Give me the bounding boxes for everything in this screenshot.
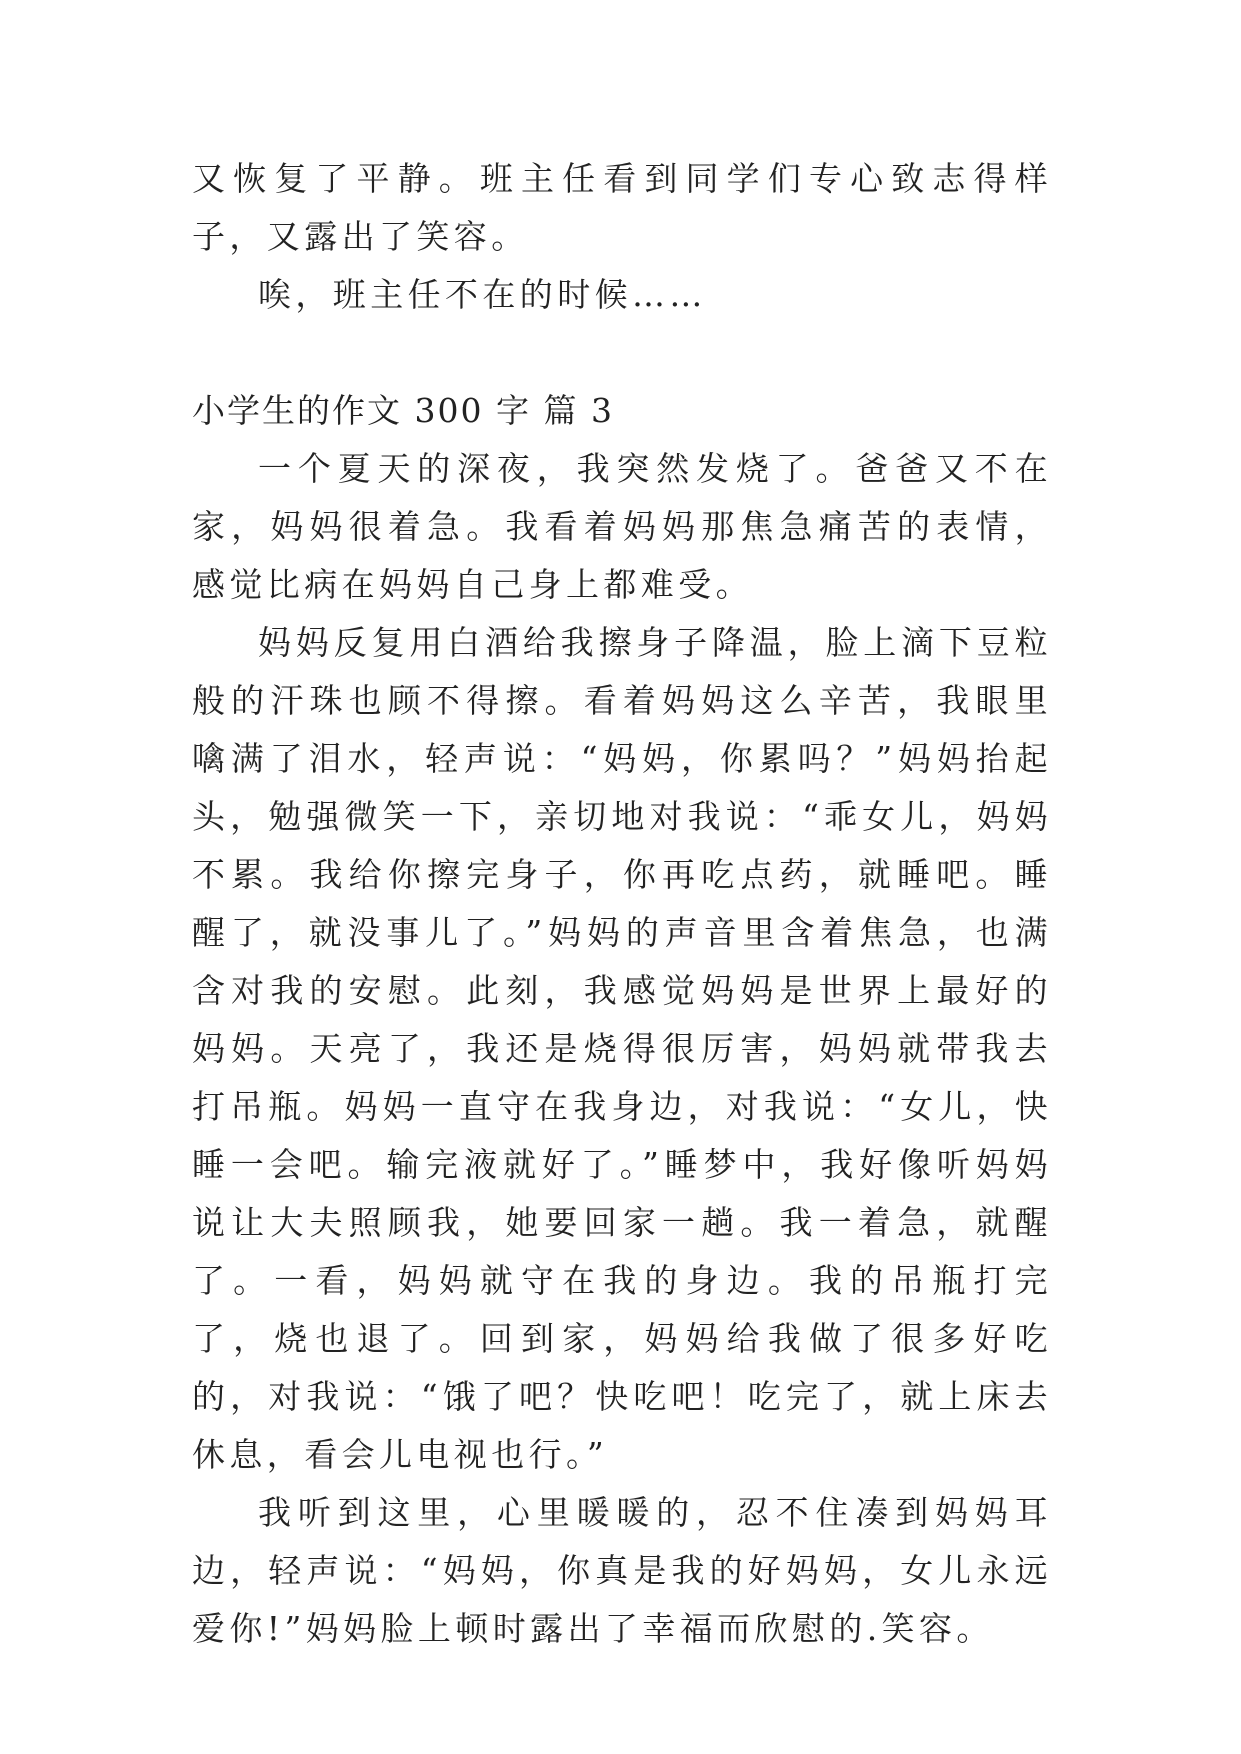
paragraph-teacher-absent: 唉，班主任不在的时候…… bbox=[258, 275, 707, 314]
paragraph-love-you: 我听到这里，心里暖暖的，忍不住凑到妈妈耳边，轻声说：“妈妈，你真是我的好妈妈，女儿永远爱你!”妈妈脸上顿时露出了幸福而欣慰的.笑容。 bbox=[192, 1493, 1052, 1648]
paragraph-fever-night: 一个夏天的深夜，我突然发烧了。爸爸又不在家，妈妈很着急。我看着妈妈那焦急痛苦的表情，感觉比病在妈妈自己身上都难受。 bbox=[192, 449, 1052, 604]
paragraph-continuation: 又恢复了平静。班主任看到同学们专心致志得样子，又露出了笑容。 bbox=[192, 159, 1052, 256]
document-page bbox=[192, 150, 1052, 1658]
section-spacer bbox=[192, 324, 1052, 382]
paragraph-mother-care: 妈妈反复用白酒给我擦身子降温，脸上滴下豆粒般的汗珠也顾不得擦。看着妈妈这么辛苦，我眼里噙满了泪水，轻声说：“妈妈，你累吗？”妈妈抬起头，勉强微笑一下，亲切地对我说：“乖女儿，妈妈不累。我给你擦完身子，你再吃点药，就睡吧。睡醒了，就没事儿了。”妈妈的声音里含着焦急，也满含对我的安慰。此刻，我感觉妈妈是世界上最好的妈妈。天亮了，我还是烧得很厉害，妈妈就带我去打吊瓶。妈妈一直守在我身边，对我说：“女儿，快睡一会吧。输完液就好了。”睡梦中，我好像听妈妈说让大夫照顾我，她要回家一趟。我一着急，就醒了。一看，妈妈就守在我的身边。我的吊瓶打完了，烧也退了。回到家，妈妈给我做了很多好吃的，对我说：“饿了吧？快吃吧！吃完了，就上床去休息，看会儿电视也行。” bbox=[192, 623, 1052, 1474]
section-heading: 小学生的作文 300 字 篇 3 bbox=[192, 391, 614, 430]
